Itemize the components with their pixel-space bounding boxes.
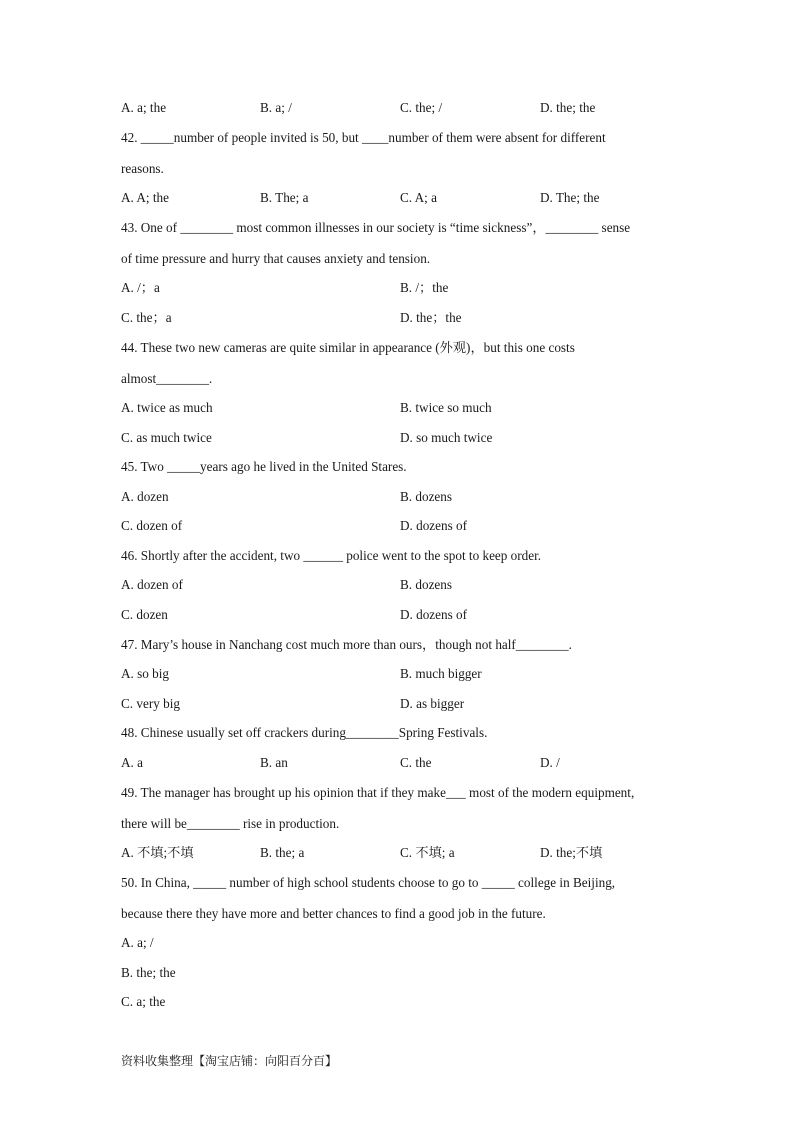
q49-option-c: C. 不填; a — [400, 845, 455, 860]
q49-stem-line2: there will be________ rise in production. — [121, 816, 340, 831]
q46-option-d: D. dozens of — [400, 607, 468, 622]
q47-option-b: B. much bigger — [400, 666, 482, 681]
q43-option-c: C. the；a — [121, 310, 172, 325]
q42-option-c: C. A; a — [400, 190, 437, 205]
q46-option-c: C. dozen — [121, 607, 168, 622]
q42-stem-line1: 42. _____number of people invited is 50, but ____number of them were absent for different — [121, 130, 606, 145]
q45-option-b: B. dozens — [400, 489, 453, 504]
q45-option-d: D. dozens of — [400, 518, 468, 533]
q45-option-a: A. dozen — [121, 489, 169, 504]
q47-option-a: A. so big — [121, 666, 169, 681]
q48-stem: 48. Chinese usually set off crackers during________Spring Festivals. — [121, 725, 488, 740]
q49-option-d: D. the;不填 — [540, 845, 603, 860]
q43-option-b: B. /；the — [400, 280, 449, 295]
q43-stem-line2: of time pressure and hurry that causes anxiety and tension. — [121, 251, 431, 266]
q44-option-a: A. twice as much — [121, 400, 213, 415]
q42-option-a: A. A; the — [121, 190, 169, 205]
q46-option-b: B. dozens — [400, 577, 453, 592]
q47-stem: 47. Mary’s house in Nanchang cost much more than ours，though not half________. — [121, 637, 572, 652]
q44-stem-line2: almost________. — [121, 371, 213, 386]
q50-stem-line1: 50. In China, _____ number of high school students choose to go to _____ college in Beijing, — [121, 875, 616, 890]
q50-option-a: A. a; / — [121, 935, 154, 950]
q50-option-b: B. the; the — [121, 965, 176, 980]
q48-option-b: B. an — [260, 755, 288, 770]
q42-stem-line2: reasons. — [121, 161, 164, 176]
q45-stem: 45. Two _____years ago he lived in the United Stares. — [121, 459, 407, 474]
q41-option-b: B. a; / — [260, 100, 292, 115]
q46-stem: 46. Shortly after the accident, two ______ police went to the spot to keep order. — [121, 548, 542, 563]
q43-option-a: A. /；a — [121, 280, 160, 295]
q48-option-d: D. / — [540, 755, 560, 770]
q49-stem-line1: 49. The manager has brought up his opinion that if they make___ most of the modern equipment, — [121, 785, 635, 800]
q44-option-b: B. twice so much — [400, 400, 492, 415]
q43-option-d: D. the；the — [400, 310, 462, 325]
q47-option-c: C. very big — [121, 696, 180, 711]
page-footer: 资料收集整理【淘宝店铺：向阳百分百】 — [121, 1054, 338, 1068]
q44-option-c: C. as much twice — [121, 430, 212, 445]
q49-option-a: A. 不填;不填 — [121, 845, 194, 860]
q41-option-a: A. a; the — [121, 100, 167, 115]
q50-option-c: C. a; the — [121, 994, 166, 1009]
q50-stem-line2: because there they have more and better chances to find a good job in the future. — [121, 906, 546, 921]
q45-option-c: C. dozen of — [121, 518, 183, 533]
q42-option-d: D. The; the — [540, 190, 600, 205]
q47-option-d: D. as bigger — [400, 696, 465, 711]
q46-option-a: A. dozen of — [121, 577, 183, 592]
q49-option-b: B. the; a — [260, 845, 305, 860]
q48-option-a: A. a — [121, 755, 143, 770]
q48-option-c: C. the — [400, 755, 432, 770]
q41-option-d: D. the; the — [540, 100, 596, 115]
q41-option-c: C. the; / — [400, 100, 443, 115]
q42-option-b: B. The; a — [260, 190, 309, 205]
q44-stem-line1: 44. These two new cameras are quite similar in appearance (外观)，but this one costs — [121, 340, 575, 355]
q44-option-d: D. so much twice — [400, 430, 493, 445]
q43-stem-line1: 43. One of ________ most common illnesses in our society is “time sickness”，________ sense — [121, 220, 631, 235]
